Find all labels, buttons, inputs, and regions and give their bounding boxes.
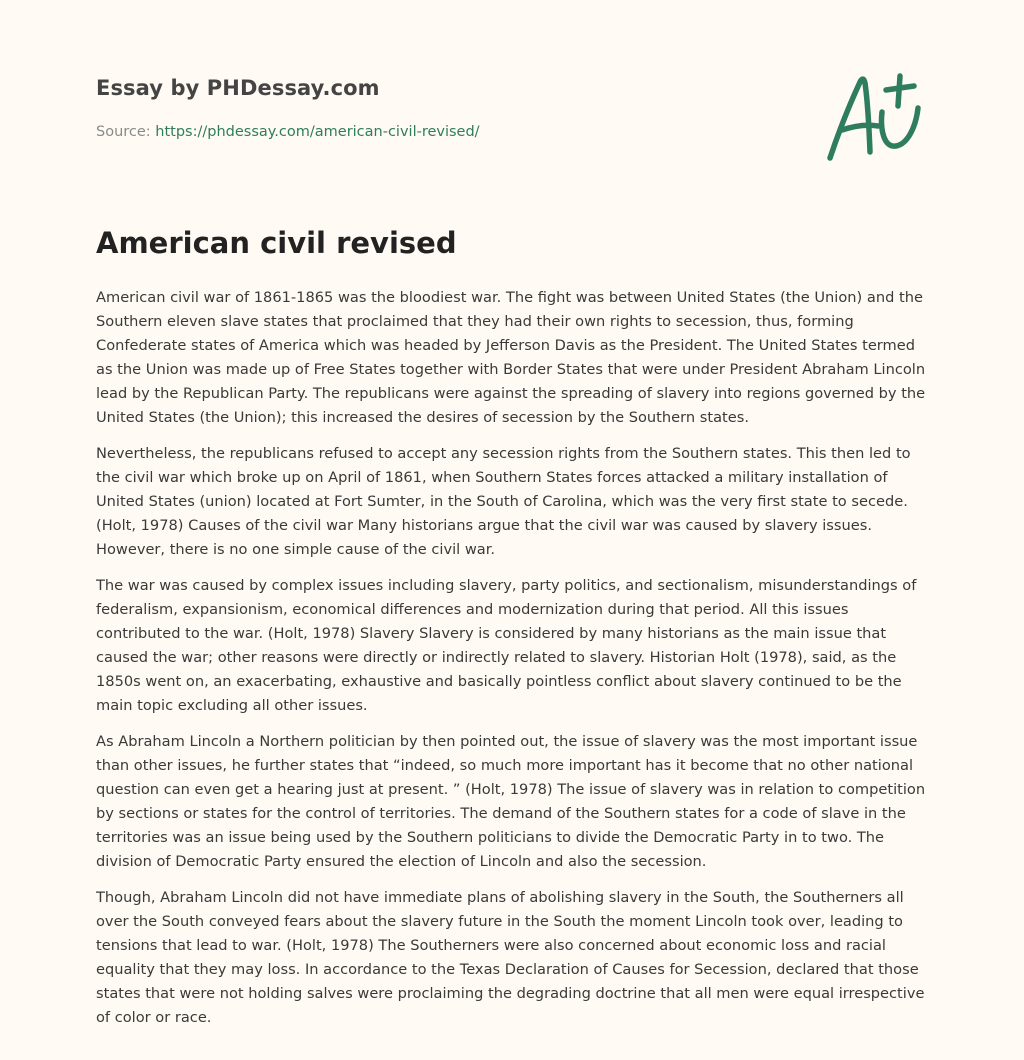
paragraph-3: The war was caused by complex issues including slavery, party politics, and sectionalism, misunderstandings of federalism, expansionism, economical differences and modernization during that period. All this issues contributed to the war. (Holt, 1978) Slavery Slavery is considered by many historians as the main issue that caused the war; other reasons were directly or indirectly related to slavery. Historian Holt (1978), said, as the 1850s went on, an exacerbating, exhaustive and basically pointless conflict about slavery continued to be the main topic excluding all other issues. bbox=[96, 577, 917, 714]
header bbox=[96, 0, 928, 200]
paragraph-2: Nevertheless, the republicans refused to accept any secession rights from the Southern states. This then led to the civil war which broke up on April of 1861, when Southern States forces attacked a military installation of United States (union) located at Fort Sumter, in the South of Carolina, which was the very first state to secede. (Holt, 1978) Causes of the civil war Many historians argue that the civil war was caused by slavery issues. However, there is no one simple cause of the civil war. bbox=[96, 445, 911, 558]
page bbox=[96, 0, 928, 1026]
source-link[interactable]: https://phdessay.com/american-civil-revised/ bbox=[155, 124, 480, 140]
essay-title: American civil revised bbox=[96, 226, 457, 260]
source-label: Source: bbox=[96, 124, 151, 140]
paragraph-4: As Abraham Lincoln a Northern politician by then pointed out, the issue of slavery was the most important issue than other issues, he further states that “indeed, so much more important has it become that no other national question can even get a hearing just at present. ” (Holt, 1978) The issue of slavery was in relation to competition by sections or states for the control of territories. The demand of the Southern states for a code of slave in the territories was an issue being used by the Southern politicians to divide the Democratic Party in to two. The division of Democratic Party ensured the election of Lincoln and also the secession. bbox=[96, 733, 926, 870]
essay-body bbox=[96, 286, 932, 1042]
paragraph-1: American civil war of 1861-1865 was the bloodiest war. The fight was between United States (the Union) and the Southern eleven slave states that proclaimed that they had their own rights to secession, thus, forming Confederate states of America which was headed by Jefferson Davis as the President. The United States termed as the Union was made up of Free States together with Border States that were under President Abraham Lincoln lead by the Republican Party. The republicans were against the spreading of slavery into regions governed by the United States (the Union); this increased the desires of secession by the Southern states. bbox=[96, 289, 926, 426]
site-title: Essay by PHDessay.com bbox=[96, 76, 380, 100]
paragraph-5: Though, Abraham Lincoln did not have immediate plans of abolishing slavery in the South, the Southerners all over the South conveyed fears about the slavery future in the South the moment Lincoln took over, leading to tensions that lead to war. (Holt, 1978) The Southerners were also concerned about economic loss and racial equality that they may loss. In accordance to the Texas Declaration of Causes for Secession, declared that those states that were not holding salves were proclaiming the degrading doctrine that all men were equal irrespective of color or race. bbox=[96, 889, 925, 1026]
source-line bbox=[96, 124, 480, 140]
a-plus-logo-icon bbox=[824, 68, 928, 164]
